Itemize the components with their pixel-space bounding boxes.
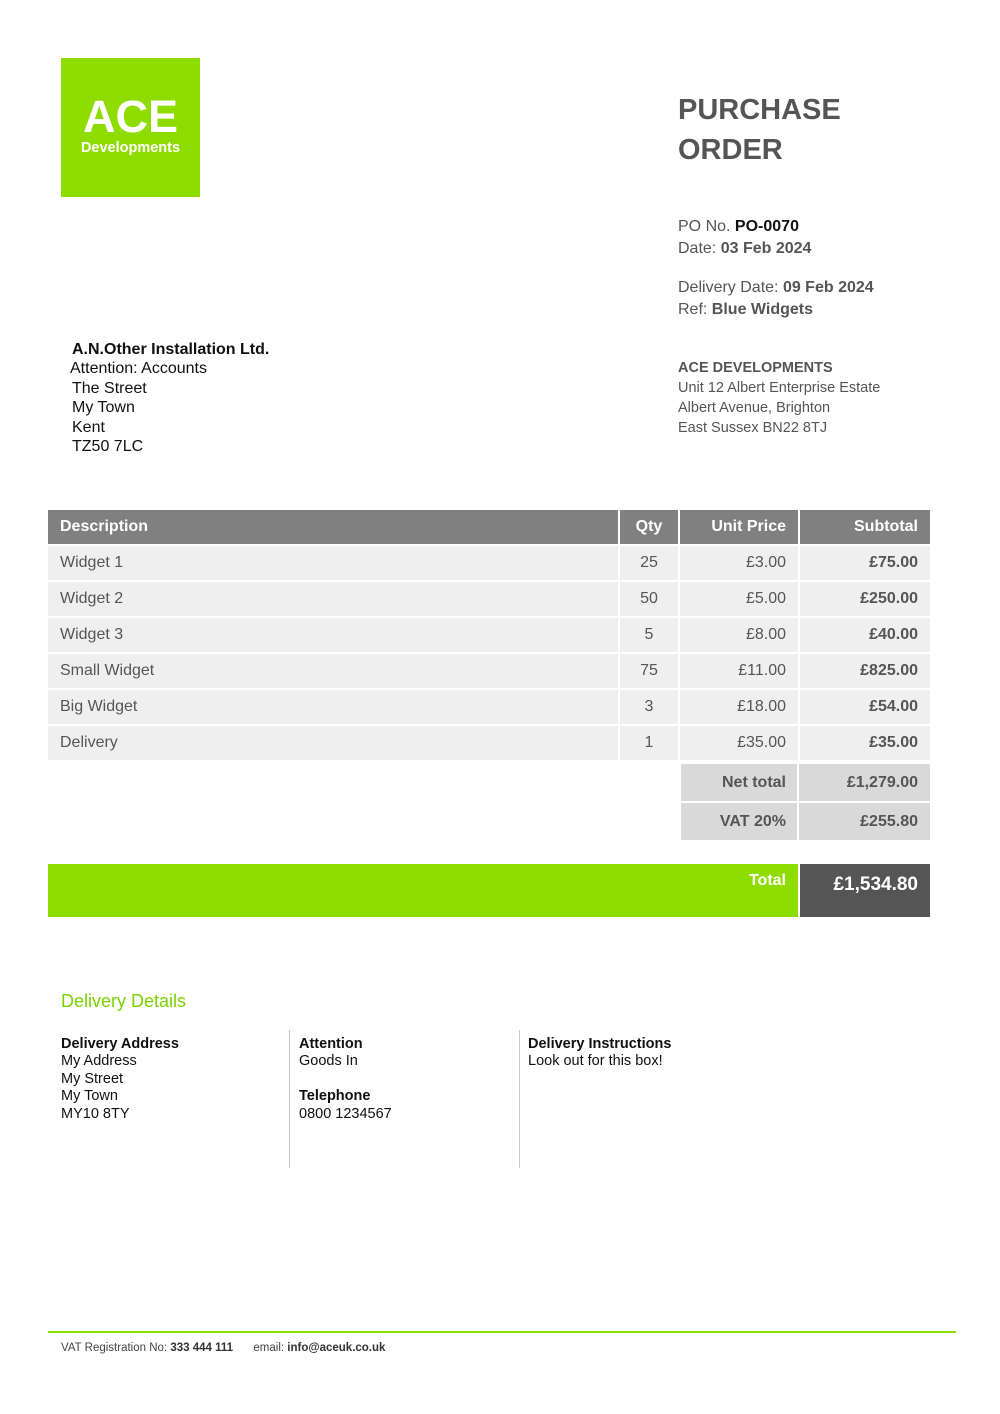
cell-subtotal: £54.00: [800, 690, 930, 726]
net-total-value: £1,279.00: [799, 764, 930, 801]
delivery-date-label: Delivery Date:: [678, 279, 779, 296]
delivery-date-value: 09 Feb 2024: [782, 279, 874, 296]
delivery-address-label: Delivery Address: [61, 1036, 179, 1052]
title-line-1: PURCHASE: [678, 94, 841, 126]
logo-text: ACE: [82, 91, 178, 142]
delivery-date: [678, 277, 874, 299]
order-date: [678, 238, 811, 260]
company-line: Unit 12 Albert Enterprise Estate: [678, 380, 881, 396]
table-row: [48, 546, 930, 582]
recipient-line: TZ50 7LC: [72, 438, 144, 456]
telephone-value: 0800 1234567: [299, 1105, 392, 1122]
company-line: Albert Avenue, Brighton: [678, 400, 831, 416]
order-date-value: 03 Feb 2024: [720, 240, 812, 257]
cell-unit-price: £8.00: [680, 618, 800, 654]
footer-divider: [48, 1331, 956, 1333]
cell-subtotal: £825.00: [800, 654, 930, 690]
table-header-row: [48, 510, 930, 546]
company-logo: [61, 58, 200, 197]
recipient-name: A.N.Other Installation Ltd.: [72, 341, 270, 358]
cell-qty: 25: [620, 546, 680, 582]
recipient-line: Kent: [72, 418, 105, 436]
table-row: [48, 618, 930, 654]
cell-unit-price: £18.00: [680, 690, 800, 726]
cell-description: Small Widget: [48, 654, 620, 690]
company-line: East Sussex BN22 8TJ: [678, 420, 828, 436]
cell-unit-price: £11.00: [680, 654, 800, 690]
delivery-address-line: My Address: [61, 1053, 137, 1070]
reference: [678, 299, 813, 321]
instructions-column: [528, 1030, 828, 1168]
cell-description: Big Widget: [48, 690, 620, 726]
reference-label: Ref:: [678, 301, 708, 318]
email-value[interactable]: info@aceuk.co.uk: [287, 1342, 386, 1354]
table-row: [48, 726, 930, 762]
cell-qty: 50: [620, 582, 680, 618]
cell-subtotal: £250.00: [800, 582, 930, 618]
reference-value: Blue Widgets: [711, 301, 813, 318]
table-row: [48, 654, 930, 690]
total-label: Total: [748, 872, 786, 889]
company-name: ACE DEVELOPMENTS: [678, 360, 833, 376]
attention-value: Goods In: [299, 1053, 358, 1070]
cell-description: Delivery: [48, 726, 620, 762]
cell-description: Widget 1: [48, 546, 620, 582]
delivery-address-line: MY10 8TY: [61, 1105, 130, 1122]
vat-label: VAT 20%: [681, 803, 797, 840]
attention-label: Attention: [299, 1036, 363, 1052]
col-description: Description: [48, 510, 620, 546]
po-number-value: PO-0070: [734, 218, 799, 235]
vat-reg-value: 333 444 111: [170, 1342, 233, 1354]
cell-description: Widget 3: [48, 618, 620, 654]
cell-qty: 3: [620, 690, 680, 726]
cell-qty: 75: [620, 654, 680, 690]
recipient-line: Attention: Accounts: [70, 360, 207, 378]
total-value: £1,534.80: [800, 864, 930, 917]
vat-value: £255.80: [799, 803, 930, 840]
net-total-label: Net total: [681, 764, 797, 801]
col-subtotal: Subtotal: [800, 510, 930, 546]
table-row: [48, 582, 930, 618]
cell-subtotal: £40.00: [800, 618, 930, 654]
page-title: [678, 90, 841, 170]
attention-column: [299, 1030, 520, 1168]
delivery-address-column: [61, 1030, 290, 1168]
line-items-table: [48, 510, 930, 762]
vat-reg-label: VAT Registration No:: [61, 1342, 168, 1354]
cell-subtotal: £75.00: [800, 546, 930, 582]
telephone-label: Telephone: [299, 1088, 371, 1105]
delivery-details-heading: Delivery Details: [61, 991, 187, 1011]
col-qty: Qty: [620, 510, 680, 546]
instructions-label: Delivery Instructions: [528, 1036, 672, 1052]
order-date-label: Date:: [678, 240, 717, 257]
cell-qty: 5: [620, 618, 680, 654]
footer: [61, 1342, 385, 1354]
po-number-label: PO No.: [678, 218, 731, 235]
company-address: [678, 358, 880, 438]
recipient-line: My Town: [72, 399, 135, 417]
col-unit-price: Unit Price: [680, 510, 800, 546]
delivery-address-line: My Town: [61, 1088, 118, 1105]
title-line-2: ORDER: [678, 134, 783, 166]
vat-row: [681, 803, 930, 840]
po-number: [678, 216, 799, 238]
recipient-address: [72, 340, 269, 456]
total-bar: [48, 864, 798, 917]
instructions-value: Look out for this box!: [528, 1053, 663, 1070]
logo-subtext: Developments: [80, 140, 181, 156]
cell-unit-price: £3.00: [680, 546, 800, 582]
cell-qty: 1: [620, 726, 680, 762]
table-row: [48, 690, 930, 726]
cell-unit-price: £5.00: [680, 582, 800, 618]
cell-description: Widget 2: [48, 582, 620, 618]
delivery-address-line: My Street: [61, 1070, 124, 1087]
recipient-line: The Street: [72, 379, 147, 397]
cell-subtotal: £35.00: [800, 726, 930, 762]
cell-unit-price: £35.00: [680, 726, 800, 762]
net-total-row: [681, 764, 930, 801]
email-label: email:: [253, 1342, 285, 1354]
